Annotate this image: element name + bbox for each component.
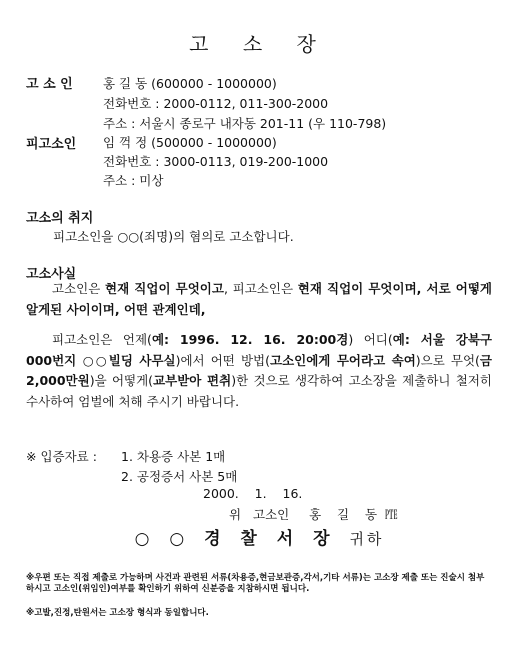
complainant-label: 고 소 인	[26, 77, 73, 92]
accused-phone: 전화번호 : 3000-0113, 019-200-1000	[103, 154, 329, 169]
document-title: 고 소 장	[189, 32, 330, 56]
facts-p2-text: ) 어디(	[348, 332, 393, 347]
evidence-item: 1. 차용증 사본 1매	[121, 449, 226, 464]
evidence-item: 2. 공정증서 사본 5매	[121, 469, 238, 484]
facts-p2-text: )을 어떻게(	[89, 373, 154, 388]
complainant-phone: 전화번호 : 2000-0112, 011-300-2000	[103, 96, 329, 111]
accused-name: 임 꺽 정 (500000 - 1000000)	[103, 135, 277, 150]
facts-p2-emphasis: 금 2,000만원	[26, 352, 492, 388]
facts-paragraph-1	[26, 279, 492, 320]
facts-p1-text: , 피고소인은	[223, 281, 298, 296]
accused-label: 피고소인	[26, 137, 77, 152]
evidence-label: ※ 입증자료 :	[26, 449, 97, 464]
purpose-heading: 고소의 취지	[26, 211, 94, 226]
facts-p1-text: 고소인은	[52, 281, 106, 296]
facts-p2-text: )에서 어떤 방법(	[175, 352, 270, 368]
complainant-address: 주소 : 서울시 종로구 내자동 201-11 (우 110-798)	[103, 116, 387, 131]
purpose-text: 피고소인을 ○○(죄명)의 혐의로 고소합니다.	[53, 229, 294, 244]
facts-p1-emphasis: 현재 직업이 무엇이며, 서로 어떻게 알게된 사이이며, 어떤 관계인데,	[26, 281, 492, 317]
filing-date: 2000. 1. 16.	[203, 486, 303, 501]
footnote: ※우편 또는 직접 제출로 가능하며 사건과 관련된 서류(차용증,현금보관증,각서,기타 서류)는 고소장 제출 또는 진술시 첨부하시고 고소인(위임인)여부를 확인하기 위하여 신분증을 지참하시면 됩니다.	[26, 573, 485, 594]
facts-p2-emphasis: 고소인에게 무어라고 속여	[270, 352, 416, 368]
destination-office: ○ ○ 경 찰 서 장	[134, 529, 337, 549]
facts-p2-text: )한 것으로 생각하여 고소장을 제출하니 철저히 수사하여 엄벌에 처해 주시기 바랍니다.	[26, 373, 493, 409]
facts-p2-emphasis: 예: 1996. 12. 16. 20:00경	[151, 332, 349, 347]
facts-paragraph-2	[26, 330, 492, 412]
facts-p1-emphasis: 현재 직업이 무엇이고	[105, 281, 224, 296]
accused-address: 주소 : 미상	[103, 173, 164, 188]
destination-line	[0, 524, 519, 549]
facts-p2-text: )으로 무엇(	[415, 352, 480, 368]
signature-line: 위 고소인 홍 길 동 ㉐	[229, 507, 398, 522]
facts-p2-emphasis: 예: 서울 강북구 000번지 ○○빌딩 사무실	[26, 332, 493, 368]
facts-heading: 고소사실	[26, 267, 77, 282]
destination-suffix: 귀하	[349, 530, 385, 548]
footnote: ※고발,진정,탄원서는 고소장 형식과 동일합니다.	[26, 608, 209, 618]
facts-p2-text: 피고소인은 언제(	[52, 332, 152, 347]
complainant-name: 홍 길 동 (600000 - 1000000)	[103, 76, 277, 91]
facts-p2-emphasis: 교부받아 편취	[153, 373, 232, 388]
